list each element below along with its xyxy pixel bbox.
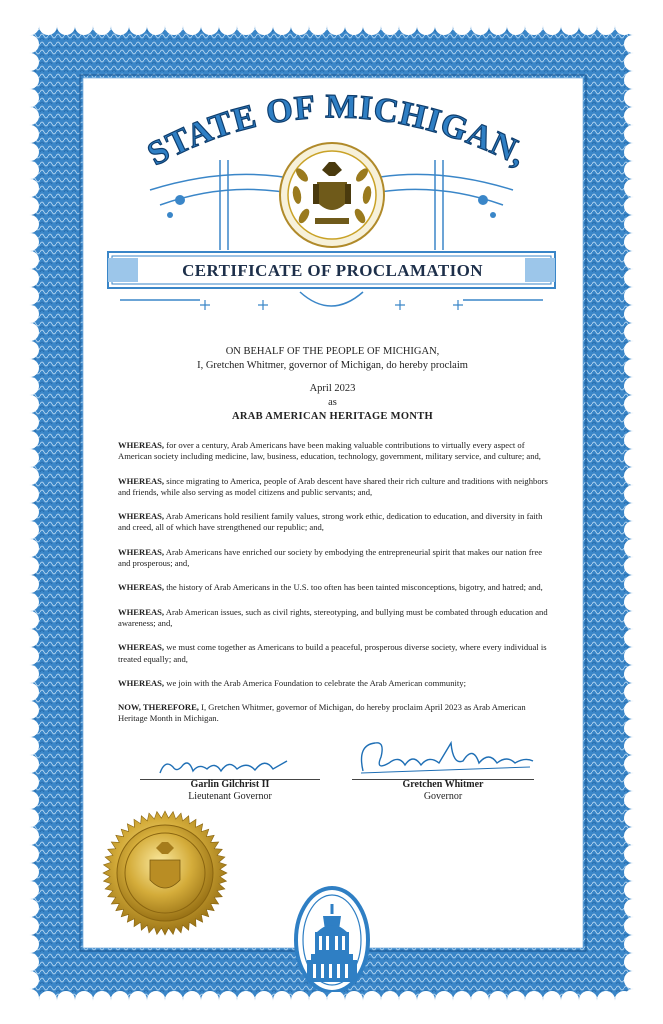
border-scallop	[624, 593, 642, 611]
border-scallop	[624, 665, 642, 683]
border-scallop	[507, 991, 525, 1009]
border-scallop	[624, 701, 642, 719]
certificate-title: CERTIFICATE OF PROCLAMATION	[182, 261, 483, 280]
border-scallop	[624, 395, 642, 413]
border-scallop	[543, 991, 561, 1009]
proclamation-body	[118, 440, 550, 738]
border-scallop	[624, 845, 642, 863]
border-scallop	[291, 991, 309, 1009]
border-scallop	[624, 881, 642, 899]
paragraph-text: I, Gretchen Whitmer, governor of Michigan, do hereby proclaim April 2023 as Arab American Heritage Month in Michigan.	[118, 702, 526, 724]
border-scallop	[21, 845, 39, 863]
border-scallop	[21, 611, 39, 629]
border-scallop	[21, 395, 39, 413]
border-scallop	[624, 611, 642, 629]
intro-line-2: I, Gretchen Whitmer, governor of Michigan, do hereby proclaim	[197, 360, 468, 371]
paragraph-lead: WHEREAS,	[118, 582, 165, 593]
signatures	[0, 755, 663, 815]
border-scallop	[21, 737, 39, 755]
paragraph-lead: WHEREAS,	[118, 511, 165, 522]
border-scallop	[624, 863, 642, 881]
signer-title: Lieutenant Governor	[188, 791, 272, 802]
border-scallop	[624, 629, 642, 647]
paragraph	[118, 702, 550, 725]
border-scallop	[624, 935, 642, 953]
border-scallop	[525, 991, 543, 1009]
border-scallop	[624, 827, 642, 845]
border-scallop	[21, 467, 39, 485]
border-scallop	[624, 359, 642, 377]
border-scallop	[597, 991, 615, 1009]
border-scallop	[147, 991, 165, 1009]
border-scallop	[624, 485, 642, 503]
paragraph	[118, 511, 550, 534]
border-scallop	[129, 991, 147, 1009]
border-scallop	[489, 991, 507, 1009]
border-scallop	[309, 991, 327, 1009]
signer-name: Gretchen Whitmer	[402, 779, 484, 790]
border-scallop	[624, 413, 642, 431]
border-scallop	[435, 991, 453, 1009]
border-scallop	[201, 991, 219, 1009]
border-scallop	[165, 991, 183, 1009]
border-scallop	[561, 991, 579, 1009]
border-scallop	[93, 991, 111, 1009]
border-scallop	[21, 521, 39, 539]
border-scallop	[624, 539, 642, 557]
border-scallop	[39, 991, 57, 1009]
paragraph-text: since migrating to America, people of Arab descent have shared their rich culture and traditions with neighbors and friends, while also serving as model citizens and public servants; and,	[118, 475, 548, 497]
border-scallop	[21, 881, 39, 899]
border-scallop	[624, 737, 642, 755]
border-scallop	[624, 953, 642, 971]
border-scallop	[624, 377, 642, 395]
capitol-dome-icon	[293, 882, 371, 992]
border-scallop	[21, 377, 39, 395]
border-scallop	[21, 917, 39, 935]
border-scallop	[219, 991, 237, 1009]
paragraph-lead: WHEREAS,	[118, 475, 165, 486]
gold-seal-icon	[100, 808, 230, 938]
border-scallop	[624, 899, 642, 917]
state-seal-icon	[277, 140, 387, 250]
border-scallop	[21, 485, 39, 503]
border-scallop	[363, 991, 381, 1009]
border-scallop	[624, 467, 642, 485]
proclamation-date: April 2023	[309, 383, 356, 394]
border-scallop	[21, 629, 39, 647]
border-scallop	[471, 991, 489, 1009]
border-scallop	[21, 323, 39, 341]
border-scallop	[624, 575, 642, 593]
border-scallop	[624, 449, 642, 467]
paragraph-text: Arab American issues, such as civil rights, stereotyping, and bullying must be combated through education and awareness; and,	[118, 606, 548, 628]
paragraph-text: the history of Arab Americans in the U.S. too often has been tainted misconceptions, bigotry, and hatred; and,	[164, 582, 543, 593]
paragraph-text: for over a century, Arab Americans have been making valuable contributions to virtually every aspect of American society including medicine, law, business, education, technology, government, military service, and culture; and,	[118, 440, 541, 462]
paragraph	[118, 678, 550, 689]
paragraph	[118, 607, 550, 630]
paragraph-lead: WHEREAS,	[118, 546, 165, 557]
signer-name: Garlin Gilchrist II	[190, 779, 270, 790]
paragraph	[118, 582, 550, 593]
intro-line-1: ON BEHALF OF THE PEOPLE OF MICHIGAN,	[225, 346, 440, 357]
paragraph	[118, 476, 550, 499]
paragraph	[118, 440, 550, 463]
border-scallop	[453, 991, 471, 1009]
paragraph-text: Arab Americans have enriched our society by embodying the entrepreneurial spirit that makes our nation free and prosperous; and,	[118, 546, 543, 569]
border-scallop	[21, 575, 39, 593]
border-scallop	[21, 971, 39, 989]
border-scallop	[21, 665, 39, 683]
border-scallop	[21, 863, 39, 881]
border-scallop	[255, 991, 273, 1009]
border-scallop	[21, 593, 39, 611]
paragraph-lead: WHEREAS,	[118, 440, 165, 450]
border-scallop	[624, 431, 642, 449]
border-scallop	[417, 991, 435, 1009]
border-scallop	[21, 449, 39, 467]
border-scallop	[624, 989, 642, 1007]
border-scallop	[21, 359, 39, 377]
border-scallop	[21, 953, 39, 971]
border-scallop	[273, 991, 291, 1009]
state-title-text: STATE OF MICHIGAN,	[141, 88, 533, 174]
signature-left-handwriting	[155, 755, 295, 781]
border-scallop	[57, 991, 75, 1009]
border-scallop	[111, 991, 129, 1009]
signature-right	[352, 779, 534, 803]
border-scallop	[624, 323, 642, 341]
proclamation-name: ARAB AMERICAN HERITAGE MONTH	[231, 411, 433, 422]
border-scallop	[21, 539, 39, 557]
border-scallop	[381, 991, 399, 1009]
paragraph	[118, 642, 550, 665]
border-scallop	[624, 971, 642, 989]
intro	[110, 345, 555, 424]
paragraph-lead: WHEREAS,	[118, 677, 165, 688]
border-scallop	[624, 557, 642, 575]
border-scallop	[624, 521, 642, 539]
paragraph-text: Arab Americans hold resilient family values, strong work ethic, dedication to education, and diversity in faith and creed, all of which have strengthened our republic; and,	[118, 511, 543, 533]
border-scallop	[624, 683, 642, 701]
border-scallop	[399, 991, 417, 1009]
border-scallop	[21, 935, 39, 953]
paragraph	[118, 547, 550, 570]
signature-right-handwriting	[355, 735, 540, 781]
paragraph-lead: NOW, THEREFORE,	[118, 702, 199, 713]
signer-title: Governor	[423, 791, 463, 802]
border-scallop	[21, 701, 39, 719]
border-scallop	[21, 431, 39, 449]
border-scallop	[183, 991, 201, 1009]
border-scallop	[237, 991, 255, 1009]
paragraph-lead: WHEREAS,	[118, 606, 165, 617]
border-scallop	[624, 917, 642, 935]
border-scallop	[21, 341, 39, 359]
border-scallop	[21, 647, 39, 665]
border-scallop	[345, 991, 363, 1009]
border-scallop	[624, 503, 642, 521]
paragraph-text: we must come together as Americans to build a peaceful, prosperous diverse society, where every individual is treated equally; and,	[118, 642, 547, 664]
border-scallop	[624, 719, 642, 737]
border-scallop	[327, 991, 345, 1009]
paragraph-lead: WHEREAS,	[118, 642, 165, 653]
border-scallop	[21, 899, 39, 917]
border-scallop	[21, 503, 39, 521]
paragraph-text: we join with the Arab America Foundation to celebrate the Arab American community;	[164, 677, 466, 688]
signature-left	[140, 779, 320, 803]
border-scallop	[21, 413, 39, 431]
border-scallop	[21, 827, 39, 845]
border-scallop	[624, 341, 642, 359]
as-word: as	[328, 397, 337, 408]
border-scallop	[579, 991, 597, 1009]
border-scallop	[21, 683, 39, 701]
border-scallop	[624, 647, 642, 665]
border-scallop	[21, 557, 39, 575]
border-scallop	[21, 719, 39, 737]
border-scallop	[21, 989, 39, 1007]
border-scallop	[75, 991, 93, 1009]
